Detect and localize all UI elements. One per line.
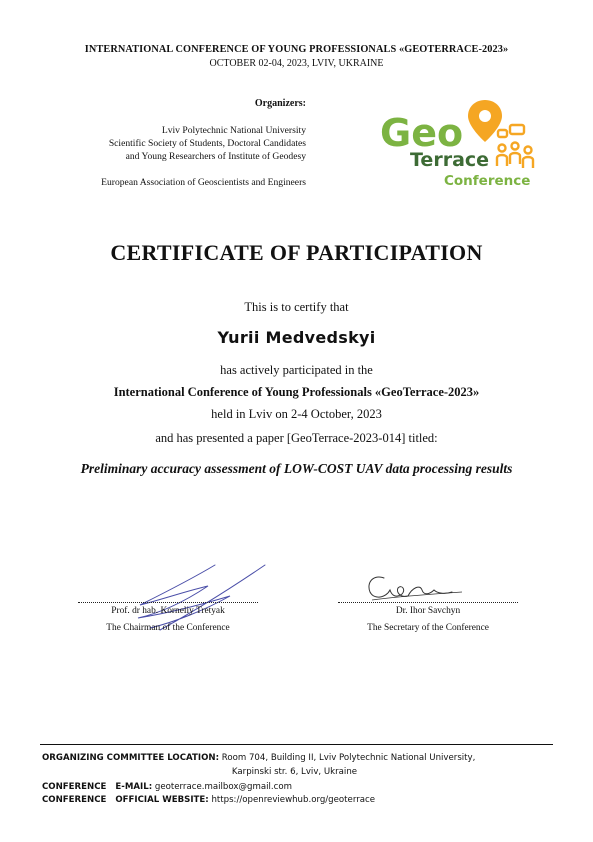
geoterrace-logo [378, 98, 538, 190]
organizers-heading: Organizers: [254, 98, 306, 109]
logo-geo-text: Geo [380, 111, 464, 155]
certificate-title: CERTIFICATE OF PARTICIPATION [110, 240, 483, 265]
organizer-university: Lviv Polytechnic National University [161, 125, 306, 136]
chairman-role: The Chairman of the Conference [106, 623, 230, 633]
location-label: ORGANIZING COMMITTEE LOCATION: [42, 753, 220, 763]
held-line: held in Lviv on 2-4 October, 2023 [211, 407, 382, 421]
logo-conference-text: Conference [444, 173, 531, 189]
footer-divider [40, 744, 553, 745]
chairman-name: Prof. dr hab. Korneliy Tretyak [111, 606, 225, 616]
participated-line: has actively participated in the [220, 363, 373, 377]
email-link[interactable]: geoterrace.mailbox@gmail.com [154, 782, 292, 792]
conference-dates: OCTOBER 02-04, 2023, LVIV, UKRAINE [209, 58, 384, 69]
secretary-name: Dr. Ihor Savchyn [395, 606, 461, 616]
secretary-block [338, 602, 518, 633]
certify-line: This is to certify that [244, 300, 349, 314]
footer-location-cont: Karpinski str. 6, Lviv, Ukraine [231, 767, 358, 777]
chairman-block [78, 602, 258, 633]
paper-title: Preliminary accuracy assessment of LOW-COST UAV data processing results [80, 461, 513, 476]
organizer-society-cont: and Young Researchers of Institute of Geodesy [125, 151, 306, 162]
website-label: CONFERENCE OFFICIAL WEBSITE: [42, 795, 209, 805]
organizer-society: Scientific Society of Students, Doctoral Candidates [108, 138, 306, 149]
signature-line [338, 602, 518, 603]
organizer-eage: European Association of Geoscientists and Engineers [101, 177, 306, 188]
logo-terrace-text: Terrace [410, 149, 490, 171]
people-icon [497, 125, 533, 168]
paper-line: and has presented a paper [GeoTerrace-2023-014] titled: [155, 431, 438, 445]
signature-line [78, 602, 258, 603]
secretary-role: The Secretary of the Conference [367, 623, 489, 633]
footer-location [42, 753, 475, 763]
participant-name: Yurii Medvedskyi [217, 328, 376, 347]
conference-name: International Conference of Young Professionals «GeoTerrace-2023» [113, 385, 480, 399]
organizers-list [6, 124, 306, 163]
conference-title: INTERNATIONAL CONFERENCE OF YOUNG PROFESSIONALS «GEOTERRACE-2023» [84, 44, 509, 55]
footer-website [42, 795, 375, 805]
location-address: Room 704, Building II, Lviv Polytechnic National University, [221, 753, 476, 763]
footer-email [42, 782, 292, 792]
email-label: CONFERENCE E-MAIL: [42, 782, 153, 792]
website-link[interactable]: https://openreviewhub.org/geoterrace [211, 795, 376, 805]
